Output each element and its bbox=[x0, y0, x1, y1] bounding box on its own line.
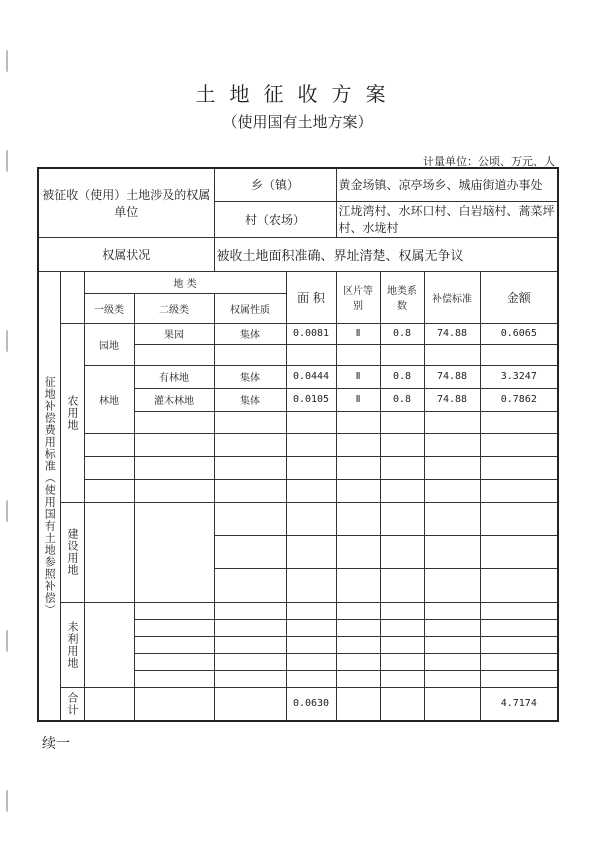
row-std: 74.88 bbox=[424, 365, 480, 388]
level2-header: 二级类 bbox=[134, 293, 214, 323]
row-amount: 0.6065 bbox=[480, 323, 558, 344]
row-std: 74.88 bbox=[424, 323, 480, 344]
table-row bbox=[38, 365, 558, 388]
row-area: 0.0105 bbox=[286, 388, 336, 411]
standard-header: 补偿标准 bbox=[424, 271, 480, 323]
page-subtitle: （使用国有土地方案） bbox=[222, 113, 373, 131]
land-type-header: 地 类 bbox=[84, 271, 286, 293]
row-amount: 0.7862 bbox=[480, 388, 558, 411]
agri-cell bbox=[60, 323, 84, 502]
township-label: 乡（镇） bbox=[214, 168, 336, 201]
nature-header: 权属性质 bbox=[214, 293, 286, 323]
row-area: 0.0081 bbox=[286, 323, 336, 344]
forest-label: 林地 bbox=[84, 365, 134, 433]
owner-label: 被征收（使用）土地涉及的权属单位 bbox=[38, 168, 214, 237]
row-std: 74.88 bbox=[424, 388, 480, 411]
side-label-cell bbox=[38, 271, 60, 721]
zone-header: 区片等别 bbox=[336, 271, 380, 323]
binding-mark bbox=[6, 790, 11, 812]
header-row bbox=[38, 271, 558, 293]
row-zone: Ⅱ bbox=[336, 323, 380, 344]
row-zone: Ⅱ bbox=[336, 388, 380, 411]
row-coef: 0.8 bbox=[380, 388, 424, 411]
row-nature: 集体 bbox=[214, 365, 286, 388]
ownership-row bbox=[38, 237, 558, 271]
land-table bbox=[37, 167, 559, 722]
row-nature: 集体 bbox=[214, 323, 286, 344]
garden-label: 园地 bbox=[84, 323, 134, 365]
table-row bbox=[38, 535, 558, 568]
continued-note: 续一 bbox=[42, 736, 70, 752]
row-nature: 集体 bbox=[214, 388, 286, 411]
ownership-label: 权属状况 bbox=[38, 237, 214, 271]
unused-cell bbox=[60, 602, 84, 687]
table-row bbox=[38, 602, 558, 619]
table-row bbox=[38, 456, 558, 479]
table-row bbox=[38, 433, 558, 456]
binding-mark bbox=[6, 150, 11, 172]
side-label: 征地补偿费用标准（使用国有土地参照补偿） bbox=[43, 375, 57, 616]
row-zone: Ⅱ bbox=[336, 365, 380, 388]
agri-label: 农用地 bbox=[66, 394, 79, 431]
row-amount: 3.3247 bbox=[480, 365, 558, 388]
binding-mark bbox=[6, 50, 11, 72]
table-row bbox=[38, 568, 558, 602]
construction-label: 建设用地 bbox=[66, 528, 79, 576]
construction-cell bbox=[60, 502, 84, 602]
total-cell bbox=[60, 687, 84, 721]
row-l2: 灌木林地 bbox=[134, 388, 214, 411]
table-row bbox=[38, 479, 558, 502]
binding-mark bbox=[6, 330, 11, 352]
binding-mark bbox=[6, 500, 11, 522]
row-coef: 0.8 bbox=[380, 365, 424, 388]
township-value: 黄金场镇、凉亭场乡、城庙街道办事处 bbox=[336, 168, 558, 201]
township-row bbox=[38, 168, 558, 201]
row-coef: 0.8 bbox=[380, 323, 424, 344]
binding-mark bbox=[6, 630, 11, 652]
total-row bbox=[38, 687, 558, 721]
row-l2: 果园 bbox=[134, 323, 214, 344]
village-label: 村（农场） bbox=[214, 201, 336, 237]
total-area: 0.0630 bbox=[286, 687, 336, 721]
table-row bbox=[38, 323, 558, 344]
row-l2: 有林地 bbox=[134, 365, 214, 388]
coef-header: 地类系数 bbox=[380, 271, 424, 323]
level1-header: 一级类 bbox=[84, 293, 134, 323]
unit-note: 计量单位：公顷、万元、人 bbox=[423, 155, 555, 168]
village-value: 江垅湾村、水环口村、白岩垴村、蒿菜坪村、水垅村 bbox=[336, 201, 558, 237]
area-header: 面 积 bbox=[286, 271, 336, 323]
total-amount: 4.7174 bbox=[480, 687, 558, 721]
total-label: 合计 bbox=[66, 691, 79, 716]
amount-header: 金额 bbox=[480, 271, 558, 323]
ownership-value: 被收土地面积准确、界址清楚、权属无争议 bbox=[214, 237, 558, 271]
page-title: 土地征收方案 bbox=[195, 82, 400, 106]
row-area: 0.0444 bbox=[286, 365, 336, 388]
unused-label: 未利用地 bbox=[66, 620, 79, 669]
table-row bbox=[38, 502, 558, 535]
